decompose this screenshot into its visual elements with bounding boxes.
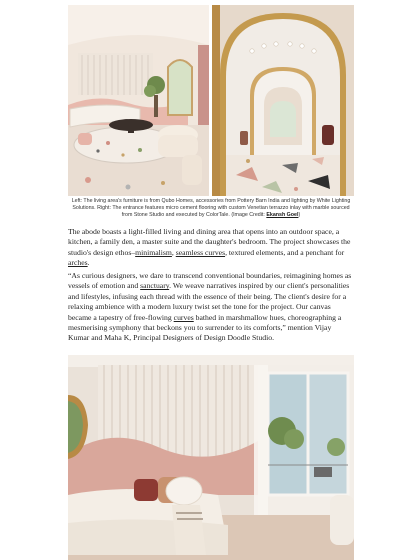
paragraph-1 — [68, 227, 354, 269]
arches-link[interactable]: arches — [68, 258, 88, 268]
entrance-photo — [212, 5, 354, 196]
p1-text-before: The abode boasts a light-filled living and dining area that opens into an outdoor space, a kitchen, a family den, a master suite and the daughter's bedroom. The project showcases the studio's design ethos– — [68, 227, 351, 257]
caption-suffix: ) — [298, 212, 301, 218]
p2-text-before: “As curious designers, we dare to transcend conventional boundaries, reimagining homes as vessels of emotion and — [68, 271, 352, 291]
entrance-illustration — [212, 5, 354, 196]
image-credit-link[interactable]: Ekansh Goel — [266, 212, 299, 218]
top-photo-row — [68, 5, 354, 196]
p2-text-end: bathed in marshmallow hues, choreographing a mesmerising symphony that beckons you to surrender to its comforts,” mention Vijay Kumar and Maha K, Principal Designers of Design Doodle Studio. — [68, 312, 342, 343]
seamless-curves-link[interactable]: seamless curves — [175, 247, 226, 257]
p1-text-end: . — [87, 258, 90, 268]
paragraph-2 — [68, 271, 354, 344]
p2-text-mid: . We weave narratives inspired by our client's personalities and lifestyles, infusing each thread with the essence of their being. The client's desire for a relaxing ambience with a modern luxury twist set the tone for the project. Our canvas became a tapestry of free-flowing — [68, 281, 350, 322]
p1-text-mid: , textured elements, and a penchant for — [225, 247, 345, 257]
p1-comma: , — [171, 247, 176, 257]
minimalism-link[interactable]: minimalism — [135, 247, 172, 257]
living-area-photo — [68, 5, 209, 196]
bedroom-photo — [68, 355, 354, 560]
bedroom-illustration — [68, 355, 354, 560]
living-area-illustration — [68, 5, 209, 196]
caption-text: Left: The living area's furniture is from Qubo Homes, accessories from Pottery Barn India and lighting by White Lighting Solutions. Right: The entrance features micro cement flooring with custom Venetian terrazzo inlay with marble sourced from Stone Studio and executed by ColorTale. (Image Credit: — [71, 198, 351, 218]
sanctuary-link[interactable]: sanctuary — [140, 281, 170, 291]
photo-caption — [68, 198, 354, 219]
curves-link[interactable]: curves — [173, 312, 194, 322]
